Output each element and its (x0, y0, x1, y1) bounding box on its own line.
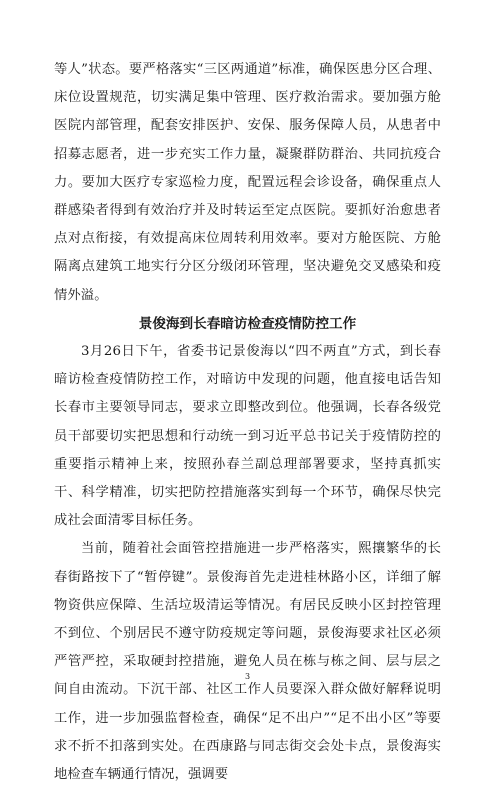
body-paragraph: 3月26日下午，省委书记景俊海以“四不两直”方式，到长春暗访检查疫情防控工作，对暗访中发现的问题，他直接电话告知长春市主要领导同志，要求立即整改到位。他强调，长春各级党员干部要切实把思想和行动统一到习近平总书记关于疫情防控的重要指示精神上来，按照孙春兰副总理部署要求，坚持真抓实干、科学精准，切实把防控措施落实到每一个环节，确保尽快完成社会面清零目标任务。 (54, 344, 441, 529)
section-heading: 景俊海到长春暗访检查疫情防控工作 (138, 315, 357, 332)
body-paragraph: 当前，随着社会面管控措施进一步严格落实，熙攘繁华的长春街路按下了“暂停键”。景俊海首先走进桂林路小区，详细了解物资供应保障、生活垃圾清运等情况。有居民反映小区封控管理不到位、个别居民不遵守防疫规定等问题，景俊海要求社区必须严管严控，采取硬封控措施，避免人员在栋与栋之间、层与层之间自由流动。下沉干部、社区工作人员要深入群众做好解释说明工作，进一步加强监督检查，确保“足不出户”“足不出小区”等要求不折不扣落到实处。在西康路与同志街交会处卡点，景俊海实地检查车辆通行情况，强调要 (54, 541, 441, 783)
body-paragraph-continued: 等人”状态。要严格落实“三区两通道”标准，确保医患分区合理、床位设置规范，切实满足集中管理、医疗救治需求。要加强方舱医院内部管理，配套安排医护、安保、服务保障人员，从患者中招募志愿者，进一步充实工作力量，凝聚群防群治、共同抗疫合力。要加大医疗专家巡检力度，配置远程会诊设备，确保重点人群感染者得到有效治疗并及时转运至定点医院。要抓好治愈患者点对点衔接，有效提高床位周转利用效率。要对方舱医院、方舱隔离点建筑工地实行分区分级闭环管理，坚决避免交叉感染和疫情外溢。 (54, 62, 441, 303)
page-number: 3 (244, 672, 251, 681)
